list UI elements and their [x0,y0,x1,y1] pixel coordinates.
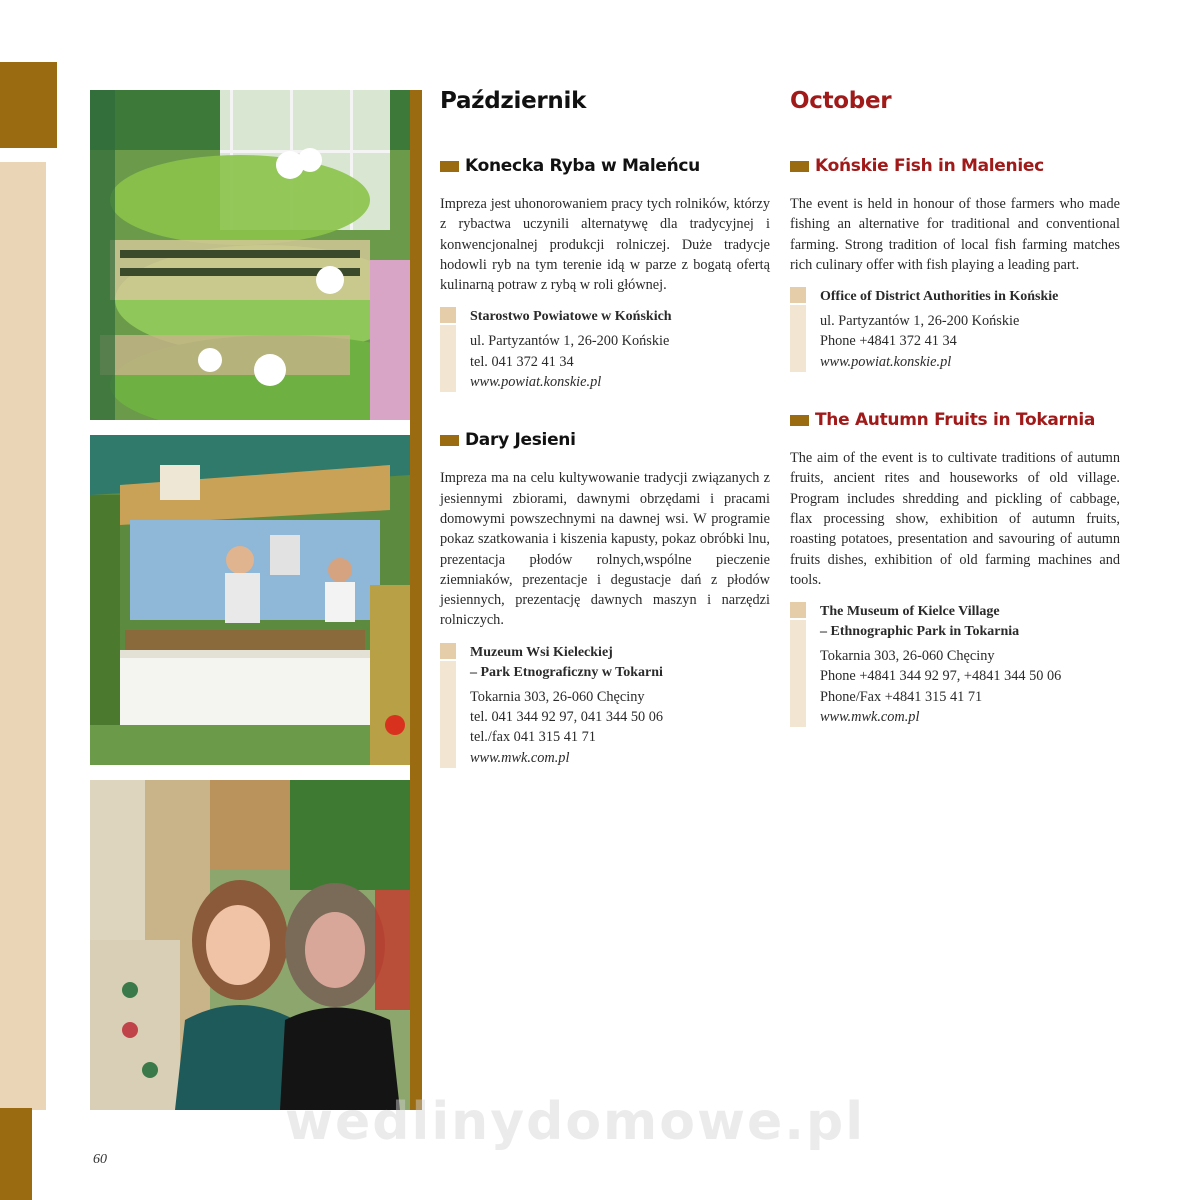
phone-line: tel. 041 372 41 34 [470,353,574,370]
event-description-pl-1: Impreza jest uhonorowaniem pracy tych rolników, którzy z rybactwa uczynili alternatywę dla tradycyjnej i konwencjonalnej produkcji rolniczej. Duże tradycje hodowli ryb na tym terenie idą w parze z bogatą ofertą kulinarną potraw z rybą w roli głównej. [440,196,770,294]
month-heading-pl: Październik [440,88,587,114]
contact-block-en-1 [790,287,1120,372]
event-pl-2 [440,430,770,768]
event-title-pl-2: Dary Jesieni [440,430,770,450]
event-pl-1 [440,156,770,392]
fax-line: Phone/Fax +4841 315 41 71 [820,688,983,705]
event-description-en-2: The aim of the event is to cultivate traditions of autumn fruits, ancient rites and houseworks of old village. Program includes shredding and pickling of cabbage, flax processing show, exhibition of autumn fruits, roasting potatoes, presentation and savouring of autumn fruits dishes, exhibition of old farming machines and tools. [790,450,1120,588]
page-number: 60 [93,1152,107,1167]
address-line: Tokarnia 303, 26-060 Chęciny [470,688,645,705]
english-column [790,88,1120,765]
website-link[interactable]: www.powiat.konskie.pl [820,353,952,370]
organizer-name: Muzeum Wsi Kieleckiej – Park Etnograficzny w Tokarni [470,644,663,680]
website-link[interactable]: www.mwk.com.pl [470,749,570,766]
photo-market-stall [90,435,410,765]
event-en-1 [790,156,1120,372]
event-en-2 [790,410,1120,727]
website-link[interactable]: www.mwk.com.pl [820,709,920,726]
event-description-pl-2: Impreza ma na celu kultywowanie tradycji związanych z jesiennymi zbiorami, dawnymi obrzędami i pracami domowymi powszechnymi na dawnej wsi. W programie pokaz szatkowania i kiszenia kapusty, pokaz obróbki lnu, prezentacja płodów rolnych,wspólne pieczenie ziemniaków, prezentacje i degustacje dań z płodów jesiennych, prezentację dawnych maszyn i narzędzi rolniczych. [440,470,770,629]
square-bullet-icon [440,161,459,172]
side-tab-bottom [0,1108,32,1200]
address-line: Tokarnia 303, 26-060 Chęciny [820,648,995,665]
phone-line: tel. 041 344 92 97, 041 344 50 06 [470,709,664,726]
photo-two-girls [90,780,410,1110]
contact-block-pl-2 [440,643,770,768]
side-tab-top [0,62,57,148]
address-line: ul. Partyzantów 1, 26-200 Końskie [470,333,670,350]
website-link[interactable]: www.powiat.konskie.pl [470,374,602,391]
event-title-en-2: The Autumn Fruits in Tokarnia [790,410,1120,430]
event-description-en-1: The event is held in honour of those farmers who made fishing an alternative for traditional and conventional farming. Strong tradition of local fish farming matches rich culinary offer with fish playing a leading part. [790,196,1120,273]
watermark: wedlinydomowe.pl [285,1092,866,1152]
photo-fish-display [90,90,410,420]
contact-block-pl-1 [440,307,770,392]
phone-line: Phone +4841 372 41 34 [820,333,957,350]
square-bullet-icon [790,415,809,426]
address-line: ul. Partyzantów 1, 26-200 Końskie [820,313,1020,330]
square-bullet-icon [790,161,809,172]
event-title-en-1: Końskie Fish in Maleniec [790,156,1120,176]
fax-line: tel./fax 041 315 41 71 [470,729,596,746]
phone-line: Phone +4841 344 92 97, +4841 344 50 06 [820,668,1062,685]
organizer-name: The Museum of Kielce Village – Ethnographic Park in Tokarnia [820,604,1020,640]
organizer-name: Starostwo Powiatowe w Końskich [470,309,672,325]
organizer-name: Office of District Authorities in Końskie [820,289,1059,305]
contact-block-en-2 [790,602,1120,727]
month-heading-en: October [790,88,892,114]
polish-column [440,88,770,806]
photo-column-bar [410,90,422,1110]
event-title-pl-1: Konecka Ryba w Maleńcu [440,156,770,176]
side-strip [0,162,46,1110]
square-bullet-icon [440,435,459,446]
